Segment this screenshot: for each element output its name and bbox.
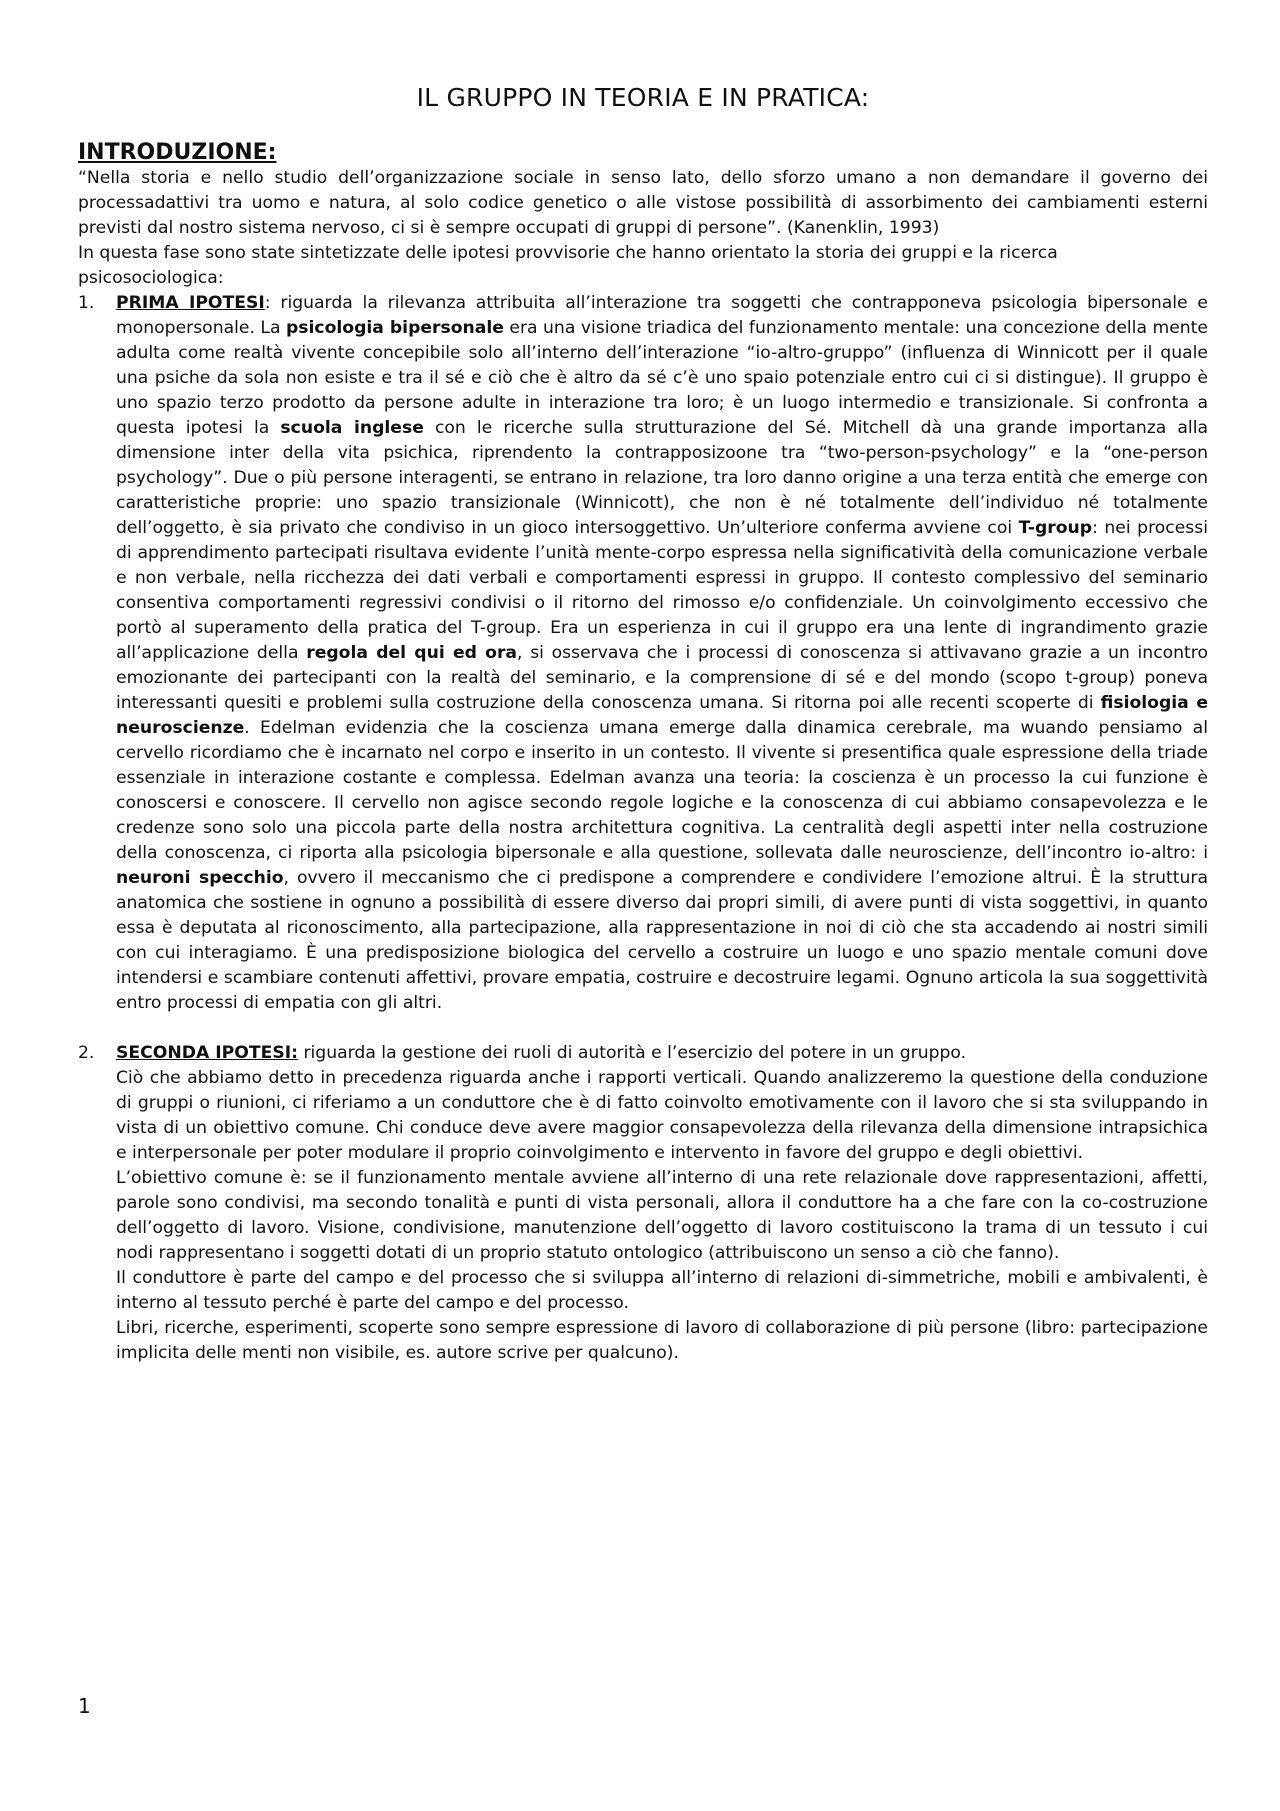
- text-segment: era una visione triadica del funzionamento mentale: una concezione della mente adulta come realtà vivente concepibile solo all’interno dell’interazione “io-altro-gruppo” (influenza di Winnicott per il quale una psiche da sola non esiste e tra il sé e ciò che è altro da sé c’è uno spaio potenziale entro cui ci si distingue). Il gruppo è uno spazio terzo prodotto da persone adulte in interazione tra loro; è un luogo intermedio e transizionale. Si confronta a questa ipotesi la: [116, 318, 1208, 438]
- text-segment: , ovvero il meccanismo che ci predispone a comprendere e condividere l’emozione altrui. È la struttura anatomica che sostiene in ognuno a possibilità di essere diverso dai propri simili, di avere punti di vista soggettivi, in quanto essa è deputata al riconoscimento, alla partecipazione, alla rappresentazione in noi di ciò che sta accadendo ai nostri simili con cui interagiamo. È una predisposizione biologica del cervello a costruire un luogo e uno spazio mentale comuni dove intendersi e scambiare contenuti affettivi, provare empatia, costruire e decostruire legami. Ognuno articola la sua soggettività entro processi di empatia con gli altri.: [116, 868, 1208, 1013]
- second-hypothesis-paragraph: Libri, ricerche, esperimenti, scoperte sono sempre espressione di lavoro di collaborazione di più persone (libro: partecipazione implicita delle menti non visibile, es. autore scrive per qualcuno).: [116, 1318, 1208, 1363]
- bold-term: neuroni specchio: [116, 868, 284, 888]
- second-hypothesis-label: SECONDA IPOTESI:: [116, 1043, 298, 1063]
- document-page: [78, 70, 1208, 1366]
- bold-term: fisiologia e neuroscienze: [116, 693, 1208, 738]
- section-heading-introduzione: INTRODUZIONE:: [78, 140, 277, 165]
- intro-paragraph: In questa fase sono state sintetizzate delle ipotesi provvisorie che hanno orientato la storia dei gruppi e la ricerca psicosociologica:: [78, 243, 1058, 288]
- hypotheses-list: [78, 291, 1208, 1366]
- bold-term: psicologia bipersonale: [285, 318, 504, 338]
- list-item: [78, 1041, 1208, 1366]
- bold-term: T-group: [1018, 518, 1093, 538]
- second-hypothesis-paragraph: Ciò che abbiamo detto in precedenza riguarda anche i rapporti verticali. Quando analizzeremo la questione della conduzione di gruppi o riunioni, ci riferiamo a un conduttore che è di fatto coinvolto emotivamente con il lavoro che si sta sviluppando in vista di un obiettivo comune. Chi conduce deve avere maggior consapevolezza della rilevanza della dimensione intrapsichica e interpersonale per poter modulare il proprio coinvolgimento e intervento in favore del gruppo e degli obiettivi.: [116, 1068, 1208, 1163]
- text-segment: . Edelman evidenzia che la coscienza umana emerge dalla dinamica cerebrale, ma wuando pensiamo al cervello ricordiamo che è incarnato nel corpo e inserito in un contesto. Il vivente si presentifica quale espressione della triade essenziale in interazione costante e complessa. Edelman avanza una teoria: la coscienza è un processo la cui funzione è conoscersi e conoscere. Il cervello non agisce secondo regole logiche e la conoscenza di cui abbiamo consapevolezza e le credenze sono solo una piccola parte della nostra architettura cognitiva. La centralità degli aspetti inter nella costruzione della conoscenza, ci riporta alla psicologia bipersonale e alla questione, sollevata dalle neuroscienze, dell’incontro io-altro: i: [116, 718, 1208, 863]
- bold-term: scuola inglese: [280, 418, 424, 438]
- list-item: [78, 291, 1208, 1016]
- text-segment: , si osservava che i processi di conoscenza si attivavano grazie a un incontro emozionante dei partecipanti con la realtà del seminario, e la comprensione di sé e del mondo (scopo t-group) poneva interessanti quesiti e problemi sulla costruzione della conoscenza umana. Si ritorna poi alle recenti scoperte di: [116, 643, 1208, 713]
- second-hypothesis-lead: [116, 1041, 1208, 1066]
- first-hypothesis-text: [116, 291, 1208, 1016]
- list-number: 1.: [78, 293, 95, 313]
- list-spacer: [78, 1016, 1208, 1041]
- first-hypothesis-label: PRIMA IPOTESI: [116, 293, 265, 313]
- page-title: IL GRUPPO IN TEORIA E IN PRATICA:: [416, 83, 870, 112]
- page-number: 1: [78, 1694, 91, 1718]
- text-segment: : nei processi di apprendimento partecipati risultava evidente l’unità mente-corpo espressa nella significatività della comunicazione verbale e non verbale, nella ricchezza dei dati verbali e comportamenti espressi in gruppo. Il contesto complessivo del seminario consentiva comportamenti regressivi condivisi o il ritorno del rimosso e/o confidenziale. Un coinvolgimento eccessivo che portò al superamento della pratica del T-group. Era un esperienza in cui il gruppo era una lente di ingrandimento grazie all’applicazione della: [116, 518, 1208, 663]
- second-hypothesis-paragraph: L’obiettivo comune è: se il funzionamento mentale avviene all’interno di una rete relazionale dove rappresentazioni, affetti, parole sono condivisi, ma secondo tonalità e punti di vista personali, allora il conduttore ha a che fare con la co-costruzione dell’oggetto di lavoro. Visione, condivisione, manutenzione dell’oggetto di lavoro costituiscono la trama di un tessuto i cui nodi rappresentano i soggetti dotati di un proprio statuto ontologico (attribuiscono un senso a ciò che fanno).: [116, 1168, 1208, 1263]
- text-segment: riguarda la gestione dei ruoli di autorità e l’esercizio del potere in un gruppo.: [298, 1043, 967, 1063]
- bold-term: regola del qui ed ora: [306, 643, 518, 663]
- intro-quote: “Nella storia e nello studio dell’organizzazione sociale in senso lato, dello sforzo umano a non demandare il governo dei processadattivi tra uomo e natura, al solo codice genetico o alle vistose possibilità di assorbimento dei cambiamenti esterni previsti dal nostro sistema nervoso, ci si è sempre occupati di gruppi di persone”. (Kanenklin, 1993): [78, 168, 1208, 238]
- list-number: 2.: [78, 1043, 95, 1063]
- text-segment: con le ricerche sulla strutturazione del Sé. Mitchell dà una grande importanza alla dimensione inter della vita psichica, riprendento la contrapposizoone tra “two-person-psychology” e la “one-person psychology”. Due o più persone interagenti, se entrano in relazione, tra loro danno origine a una terza entità che emerge con caratteristiche proprie: uno spazio transizionale (Winnicott), che non è né totalmente dell’individuo né totalmente dell’oggetto, è sia privato che condiviso in un gioco intersoggettivo. Un’ulteriore conferma avviene coi: [116, 418, 1208, 538]
- second-hypothesis-paragraph: Il conduttore è parte del campo e del processo che si sviluppa all’interno di relazioni di-simmetriche, mobili e ambivalenti, è interno al tessuto perché è parte del campo e del processo.: [116, 1268, 1208, 1313]
- text-segment: : riguarda la rilevanza attribuita all’interazione tra soggetti che contrapponeva psicologia bipersonale e monopersonale. La: [116, 293, 1208, 338]
